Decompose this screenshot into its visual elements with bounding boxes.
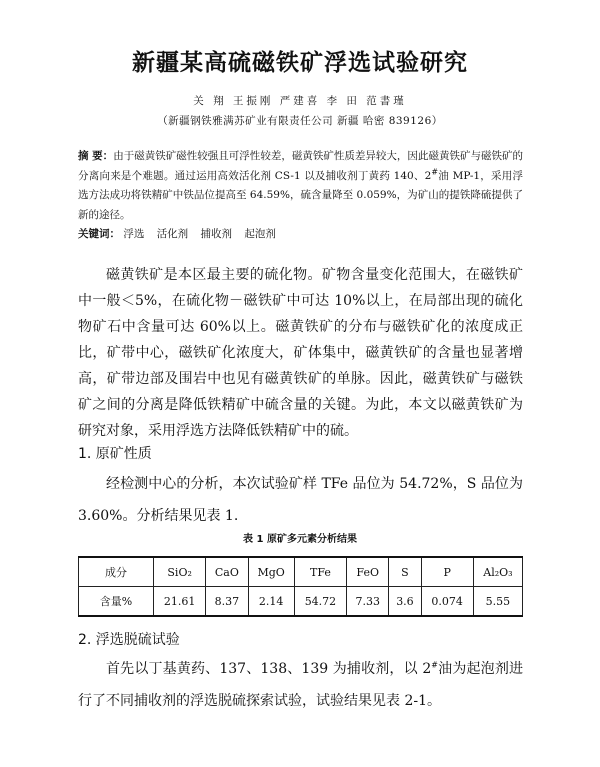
table-cell: 7.33 <box>347 587 389 617</box>
table-cell: 21.61 <box>154 587 206 617</box>
section2-text: 首先以丁基黄药、137、138、139 为捕收剂，以 2 <box>106 661 432 677</box>
table-cell: 8.37 <box>206 587 248 617</box>
table-cell: SiO₂ <box>154 557 206 587</box>
table-cell: S <box>389 557 421 587</box>
abstract-text: 由于磁黄铁矿磁性较强且可浮性较差，磁黄铁矿性质差异较大，因此磁黄铁矿与磁铁矿的分离向来是个难题。通过运用高效活化剂 CS-1 以及捕收剂丁黄药 140、2 <box>78 150 524 182</box>
abstract <box>78 147 523 225</box>
table-cell: 0.074 <box>421 587 473 617</box>
table-cell: MgO <box>248 557 294 587</box>
table-cell: 3.6 <box>389 587 421 617</box>
keywords <box>78 226 285 241</box>
intro-paragraph: 磁黄铁矿是本区最主要的硫化物。矿物含量变化范围大，在磁铁矿中一般＜5%，在硫化物－磁铁矿中可达 10%以上，在局部出现的硫化物矿石中含量可达 60%以上。磁黄铁矿的分布与磁铁矿化的浓度成正比，矿带中心，磁铁矿化浓度大，矿体集中，磁黄铁矿的含量也显著增高，矿带边部及围岩中也见有磁黄铁矿的单脉。因此，磁黄铁矿与磁铁矿之间的分离是降低铁精矿中硫含量的关键。为此，本文以磁黄铁矿为研究对象，采用浮选方法降低铁精矿中的硫。 <box>78 267 523 439</box>
section-heading-1: 1. 原矿性质 <box>78 446 152 462</box>
table-cell: 含量% <box>79 587 154 617</box>
author-affiliation: （新疆钢铁雅满苏矿业有限责任公司 新疆 哈密 839126） <box>157 115 443 127</box>
section-heading-2: 2. 浮选脱硫试验 <box>78 632 180 648</box>
abstract-label: 摘 要： <box>78 150 114 162</box>
keywords-label: 关键词： <box>78 228 120 240</box>
keyword-item: 活化剂 <box>156 228 189 240</box>
composition-table <box>78 556 523 617</box>
table-cell: 2.14 <box>248 587 294 617</box>
section2-paragraph <box>78 653 523 717</box>
section1-paragraph: 经检测中心的分析，本次试验矿样 TFe 品位为 54.72%，S 品位为 3.60%。分析结果见表 1. <box>78 476 523 524</box>
keyword-item: 浮选 <box>123 228 145 240</box>
keyword-item: 捕收剂 <box>200 228 233 240</box>
author-list: 关 翔 王振刚 严建喜 李 田 范書瑾 <box>193 95 407 107</box>
table-cell: 成分 <box>79 557 154 587</box>
table-header-row <box>79 557 523 587</box>
table-cell: 5.55 <box>473 587 522 617</box>
table-caption: 表 1 原矿多元素分析结果 <box>243 534 357 545</box>
table-row <box>79 587 523 617</box>
abstract-superscript: # <box>431 167 439 176</box>
section2-text-continued: 油为起泡剂进行了不同捕收剂的浮选脱硫探索试验，试验结果见表 2-1。 <box>78 661 523 709</box>
section2-superscript: # <box>431 660 438 670</box>
table-cell: TFe <box>294 557 346 587</box>
table-cell: P <box>421 557 473 587</box>
abstract-text-continued: 油 MP-1，采用浮选方法成功将铁精矿中铁品位提高至 64.59%，硫含量降至 0.059%，为矿山的提铁降硫提供了新的途径。 <box>78 169 523 221</box>
keyword-item: 起泡剂 <box>244 228 276 240</box>
table-cell: FeO <box>347 557 389 587</box>
table-cell: Al₂O₃ <box>473 557 522 587</box>
table-cell: CaO <box>206 557 248 587</box>
paper-title: 新疆某高硫磁铁矿浮选试验研究 <box>132 50 468 76</box>
table-cell: 54.72 <box>294 587 346 617</box>
